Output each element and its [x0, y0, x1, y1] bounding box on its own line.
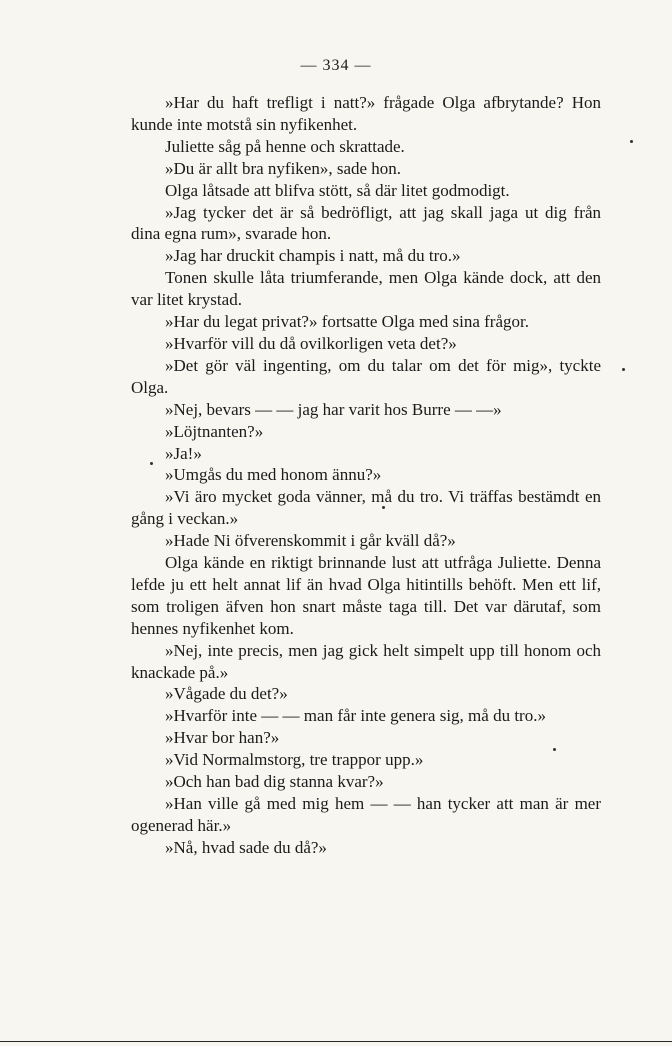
paragraph: »Hvarför inte — — man får inte genera sig, må du tro.»	[165, 706, 546, 726]
paragraph: Olga kände en riktigt brinnande lust att utfråga Juliette. Denna lefde ju ett helt annat lif än hvad Olga hitintills behöft. Men ett lif, som troligen äfven hon snart måste taga till. Det var därutaf, som hennes nyfikenhet kom.	[131, 553, 601, 638]
paragraph: »Har du legat privat?» fortsatte Olga med sina frågor.	[165, 312, 529, 332]
paragraph: »Löjtnanten?»	[165, 421, 264, 441]
paragraph: »Har du haft trefligt i natt?» frågade Olga afbrytande? Hon kunde inte motstå sin nyfikenhet.	[131, 93, 601, 134]
paragraph: »Hvarför vill du då ovilkorligen veta det?»	[165, 333, 457, 353]
print-speck	[622, 368, 625, 371]
paragraph: »Umgås du med honom ännu?»	[165, 465, 382, 485]
paragraph: Juliette såg på henne och skrattade.	[165, 136, 405, 156]
paragraph: »Jag tycker det är så bedröfligt, att jag skall jaga ut dig från dina egna rum», svarade hon.	[131, 202, 601, 244]
page-number: — 334 —	[300, 57, 372, 74]
paragraph: Tonen skulle låta triumferande, men Olga kände dock, att den var litet krystad.	[131, 268, 601, 310]
paragraph: »Nej, inte precis, men jag gick helt simpelt upp till honom och knackade på.»	[131, 640, 601, 682]
paragraph: »Han ville gå med mig hem — — han tycker att man är mer ogenerad här.»	[131, 794, 601, 835]
paragraph: »Hvar bor han?»	[165, 728, 280, 748]
paragraph: »Jag har druckit champis i natt, må du tro.»	[165, 246, 461, 266]
body-text	[131, 92, 601, 859]
print-speck	[150, 462, 153, 465]
paragraph: »Det gör väl ingenting, om du talar om det för mig», tyckte Olga.	[131, 355, 601, 397]
page-bottom-border	[0, 1041, 672, 1042]
print-speck	[630, 140, 633, 143]
print-speck	[382, 506, 385, 509]
paragraph: »Vågade du det?»	[165, 684, 288, 704]
paragraph: »Ja!»	[165, 443, 202, 463]
paragraph: »Hade Ni öfverenskommit i går kväll då?»	[165, 531, 456, 551]
paragraph: »Nej, bevars — — jag har varit hos Burre — —»	[165, 399, 502, 419]
paragraph: »Du är allt bra nyfiken», sade hon.	[165, 158, 402, 178]
paragraph: »Nå, hvad sade du då?»	[165, 837, 327, 857]
paragraph: »Och han bad dig stanna kvar?»	[165, 772, 384, 792]
print-speck	[553, 748, 556, 751]
paragraph: »Vi äro mycket goda vänner, må du tro. Vi träffas bestämdt en gång i veckan.»	[131, 487, 601, 529]
paragraph: »Vid Normalmstorg, tre trappor upp.»	[165, 750, 424, 770]
paragraph: Olga låtsade att blifva stött, så där litet godmodigt.	[165, 180, 510, 200]
